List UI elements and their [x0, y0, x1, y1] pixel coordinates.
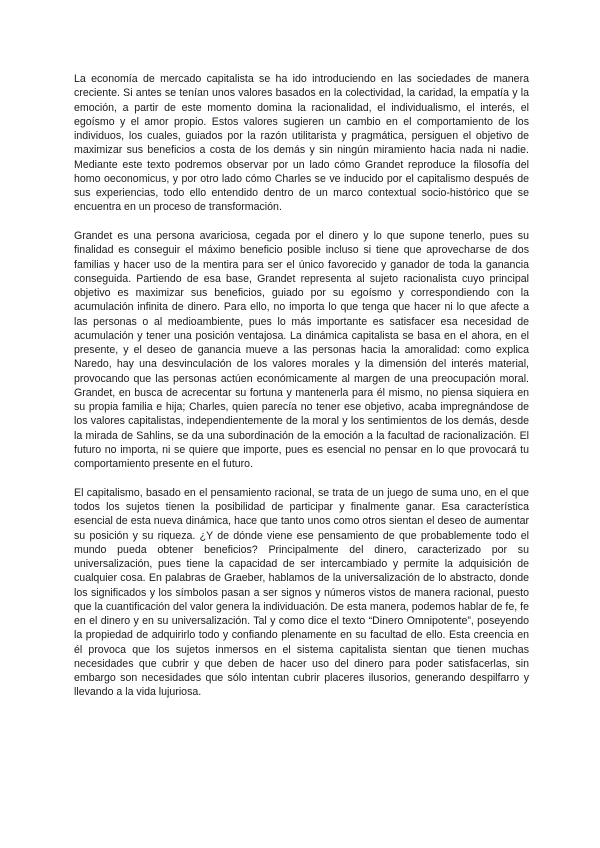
paragraph-2: Grandet es una persona avariciosa, cegada por el dinero y lo que supone tenerlo, pues su finalidad es conseguir el máximo beneficio posible incluso si tiene que aprovecharse de dos familias y hacer uso de la mentira para ser el único favorecido y ganador de toda la ganancia conseguida. Partiendo de esa base, Grandet representa al sujeto racionalista cuyo principal objetivo es maximizar sus beneficios, guiado por su egoísmo y correspondiendo con la acumulación infinita de dinero. Para ello, no importa lo que tenga que hacer ni lo que afecte a las personas o al medioambiente, pues lo más importante es satisfacer esa necesidad de acumulación y tener una posición ventajosa. La dinámica capitalista se basa en el ahora, en el presente, y el deseo de ganancia mueve a las personas hacia la amoralidad: como explica Naredo, hay una desvinculación de los valores morales y la dimensión del interés material, provocando que las personas actúen económicamente al margen de una preocupación moral. Grandet, en busca de acrecentar su fortuna y mantenerla para él mismo, no piensa siquiera en su propia familia e hija; Charles, quien parecía no tener ese objetivo, acaba impregnándose de los valores capitalistas, independientemente de la moral y los sentimientos de los demás, desde la mirada de Sahlins, se da una subordinación de la emoción a la facultad de racionalización. El futuro no importa, ni se quiere que importe, pues es esencial no pensar en lo que provocará tu comportamiento presente en el futuro. [74, 230, 529, 470]
paragraph-3: El capitalismo, basado en el pensamiento racional, se trata de un juego de suma uno, en el que todos los sujetos tienen la posibilidad de participar y finalmente ganar. Esa característica esencial de esta nueva dinámica, hace que tanto unos como otros sientan el deseo de aumentar su posición y su riqueza. ¿Y de dónde viene ese pensamiento de que probablemente todo el mundo pueda obtener beneficios? Principalmente del dinero, caracterizado por su universalización, pues tiene la capacidad de ser intercambiado y permite la adquisición de cualquier cosa. En palabras de Graeber, hablamos de la universalización de lo abstracto, donde los significados y los símbolos pasan a ser signos y números vistos de manera racional, puesto que la cuantificación del valor genera la individuación. De esta manera, podemos hablar de fe, fe en el dinero y en su universalización. Tal y como dice el texto “Dinero Omnipotente”, poseyendo la propiedad de adquirirlo todo y confiando plenamente en su facultad de ello. Esta creencia en él provoca que los sujetos inmersos en el sistema capitalista sientan que tienen muchas necesidades que cubrir y que deben de hacer uso del dinero para poder satisfacerlas, sin embargo son necesidades que sólo intentan cubrir placeres ilusorios, generando despilfarro y llevando a la vida lujuriosa. [74, 486, 529, 699]
paragraph-1: La economía de mercado capitalista se ha ido introduciendo en las sociedades de manera creciente. Si antes se tenían unos valores basados en la colectividad, la caridad, la empatía y la emoción, a partir de este momento domina la racionalidad, el individualismo, el interés, el egoísmo y el amor propio. Estos valores sugieren un cambio en el comportamiento de los individuos, los cuales, guiados por la razón utilitarista y pragmática, persiguen el objetivo de maximizar sus beneficios a costa de los demás y sin ningún miramiento hacia nada ni nadie. Mediante este texto podremos observar por un lado cómo Grandet reproduce la filosofía del homo oeconomicus, y por otro lado cómo Charles se ve inducido por el capitalismo después de sus experiencias, todo ello entendido dentro de un marco contextual socio-histórico que se encuentra en un proceso de transformación. [74, 73, 529, 214]
document-body [74, 72, 529, 714]
